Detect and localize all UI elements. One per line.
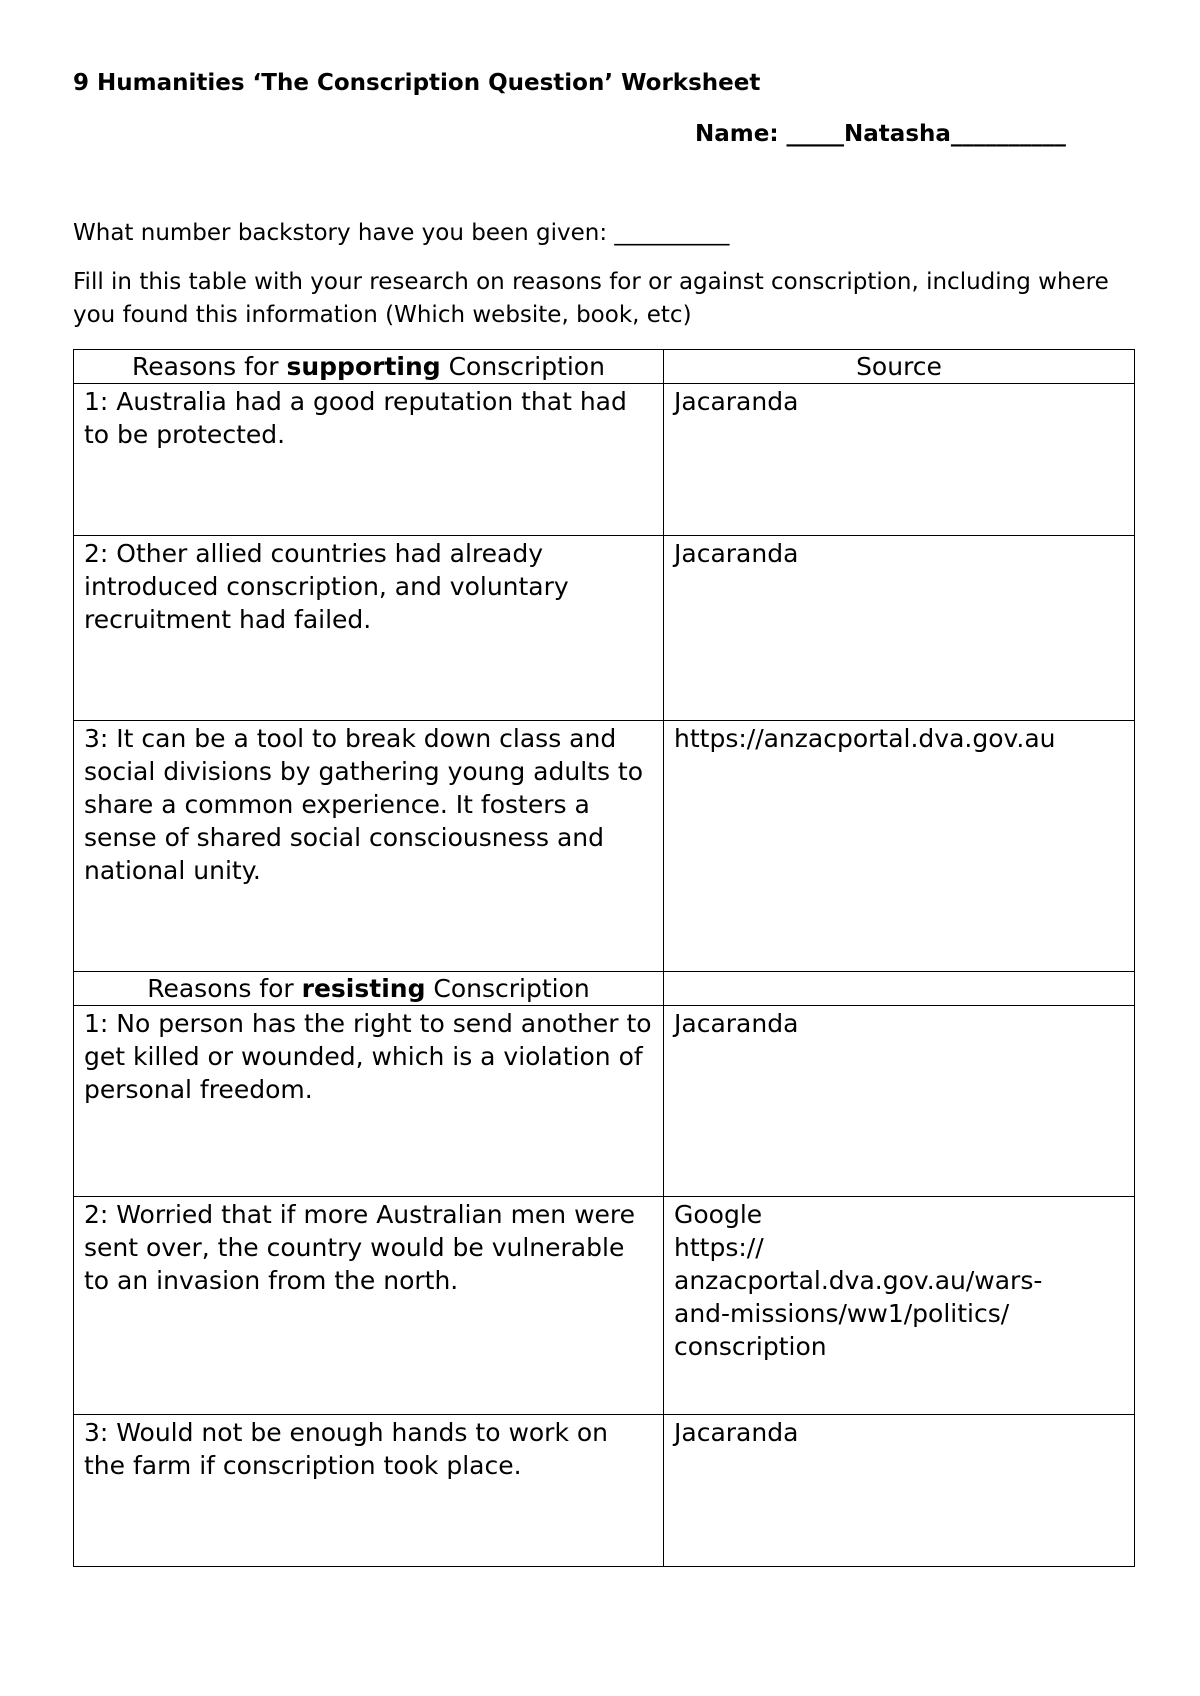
source-link-part: conscription [674,1332,827,1361]
source-link-part: https:// [674,1233,764,1262]
source-text: Jacaranda [674,1009,799,1038]
resisting-source-2 [664,1197,1135,1415]
resisting-header-row [74,972,1135,1006]
source-link-part: and-missions/ww1/politics/ [674,1299,1010,1328]
resisting-header-suffix: Conscription [425,974,590,1003]
backstory-question: What number backstory have you been given: __________ [73,220,730,246]
resisting-source-header-empty [664,972,1135,1006]
supporting-reason-1: 1: Australia had a good reputation that had to be protected. [74,384,664,536]
table-row [74,1415,1135,1567]
source-text: Jacaranda [674,387,799,416]
table-row [74,536,1135,721]
resisting-reason-3: 3: Would not be enough hands to work on the farm if conscription took place. [74,1415,664,1567]
table-instructions: Fill in this table with your research on reasons for or against conscription, including where you found this information (Which website, book, etc) [73,269,1109,328]
source-text: Jacaranda [674,1418,799,1447]
source-link: https://anzacportal.dva.gov.au [674,724,1056,753]
resisting-source-3 [664,1415,1135,1567]
table-row [74,721,1135,972]
resisting-header-keyword: resisting [301,974,426,1003]
table-row [74,1197,1135,1415]
supporting-header-suffix: Conscription [440,352,605,381]
resisting-source-1 [664,1006,1135,1197]
supporting-source-1 [664,384,1135,536]
supporting-reason-3: 3: It can be a tool to break down class and social divisions by gathering young adults to share a common experience. It fosters a sense of shared social consciousness and national unity. [74,721,664,972]
resisting-header-prefix: Reasons for [147,974,302,1003]
supporting-source-2 [664,536,1135,721]
source-text: Jacaranda [674,539,799,568]
resisting-reason-1: 1: No person has the right to send another to get killed or wounded, which is a violation of personal freedom. [74,1006,664,1197]
table-row [74,384,1135,536]
supporting-reason-2: 2: Other allied countries had already introduced conscription, and voluntary recruitment had failed. [74,536,664,721]
source-text: Google [674,1200,763,1229]
supporting-header [74,350,664,384]
resisting-reason-2: 2: Worried that if more Australian men were sent over, the country would be vulnerable to an invasion from the north. [74,1197,664,1415]
supporting-header-keyword: supporting [286,352,441,381]
supporting-header-prefix: Reasons for [132,352,287,381]
worksheet-title: 9 Humanities ‘The Conscription Question’ Worksheet [73,70,761,96]
student-name-line: Name: _____Natasha__________ [695,121,1066,147]
supporting-source-3 [664,721,1135,972]
source-link-part: anzacportal.dva.gov.au/wars- [674,1266,1043,1295]
table-row [74,1006,1135,1197]
source-header: Source [664,350,1135,384]
resisting-header [74,972,664,1006]
supporting-header-row [74,350,1135,384]
conscription-reasons-table [73,349,1135,1567]
